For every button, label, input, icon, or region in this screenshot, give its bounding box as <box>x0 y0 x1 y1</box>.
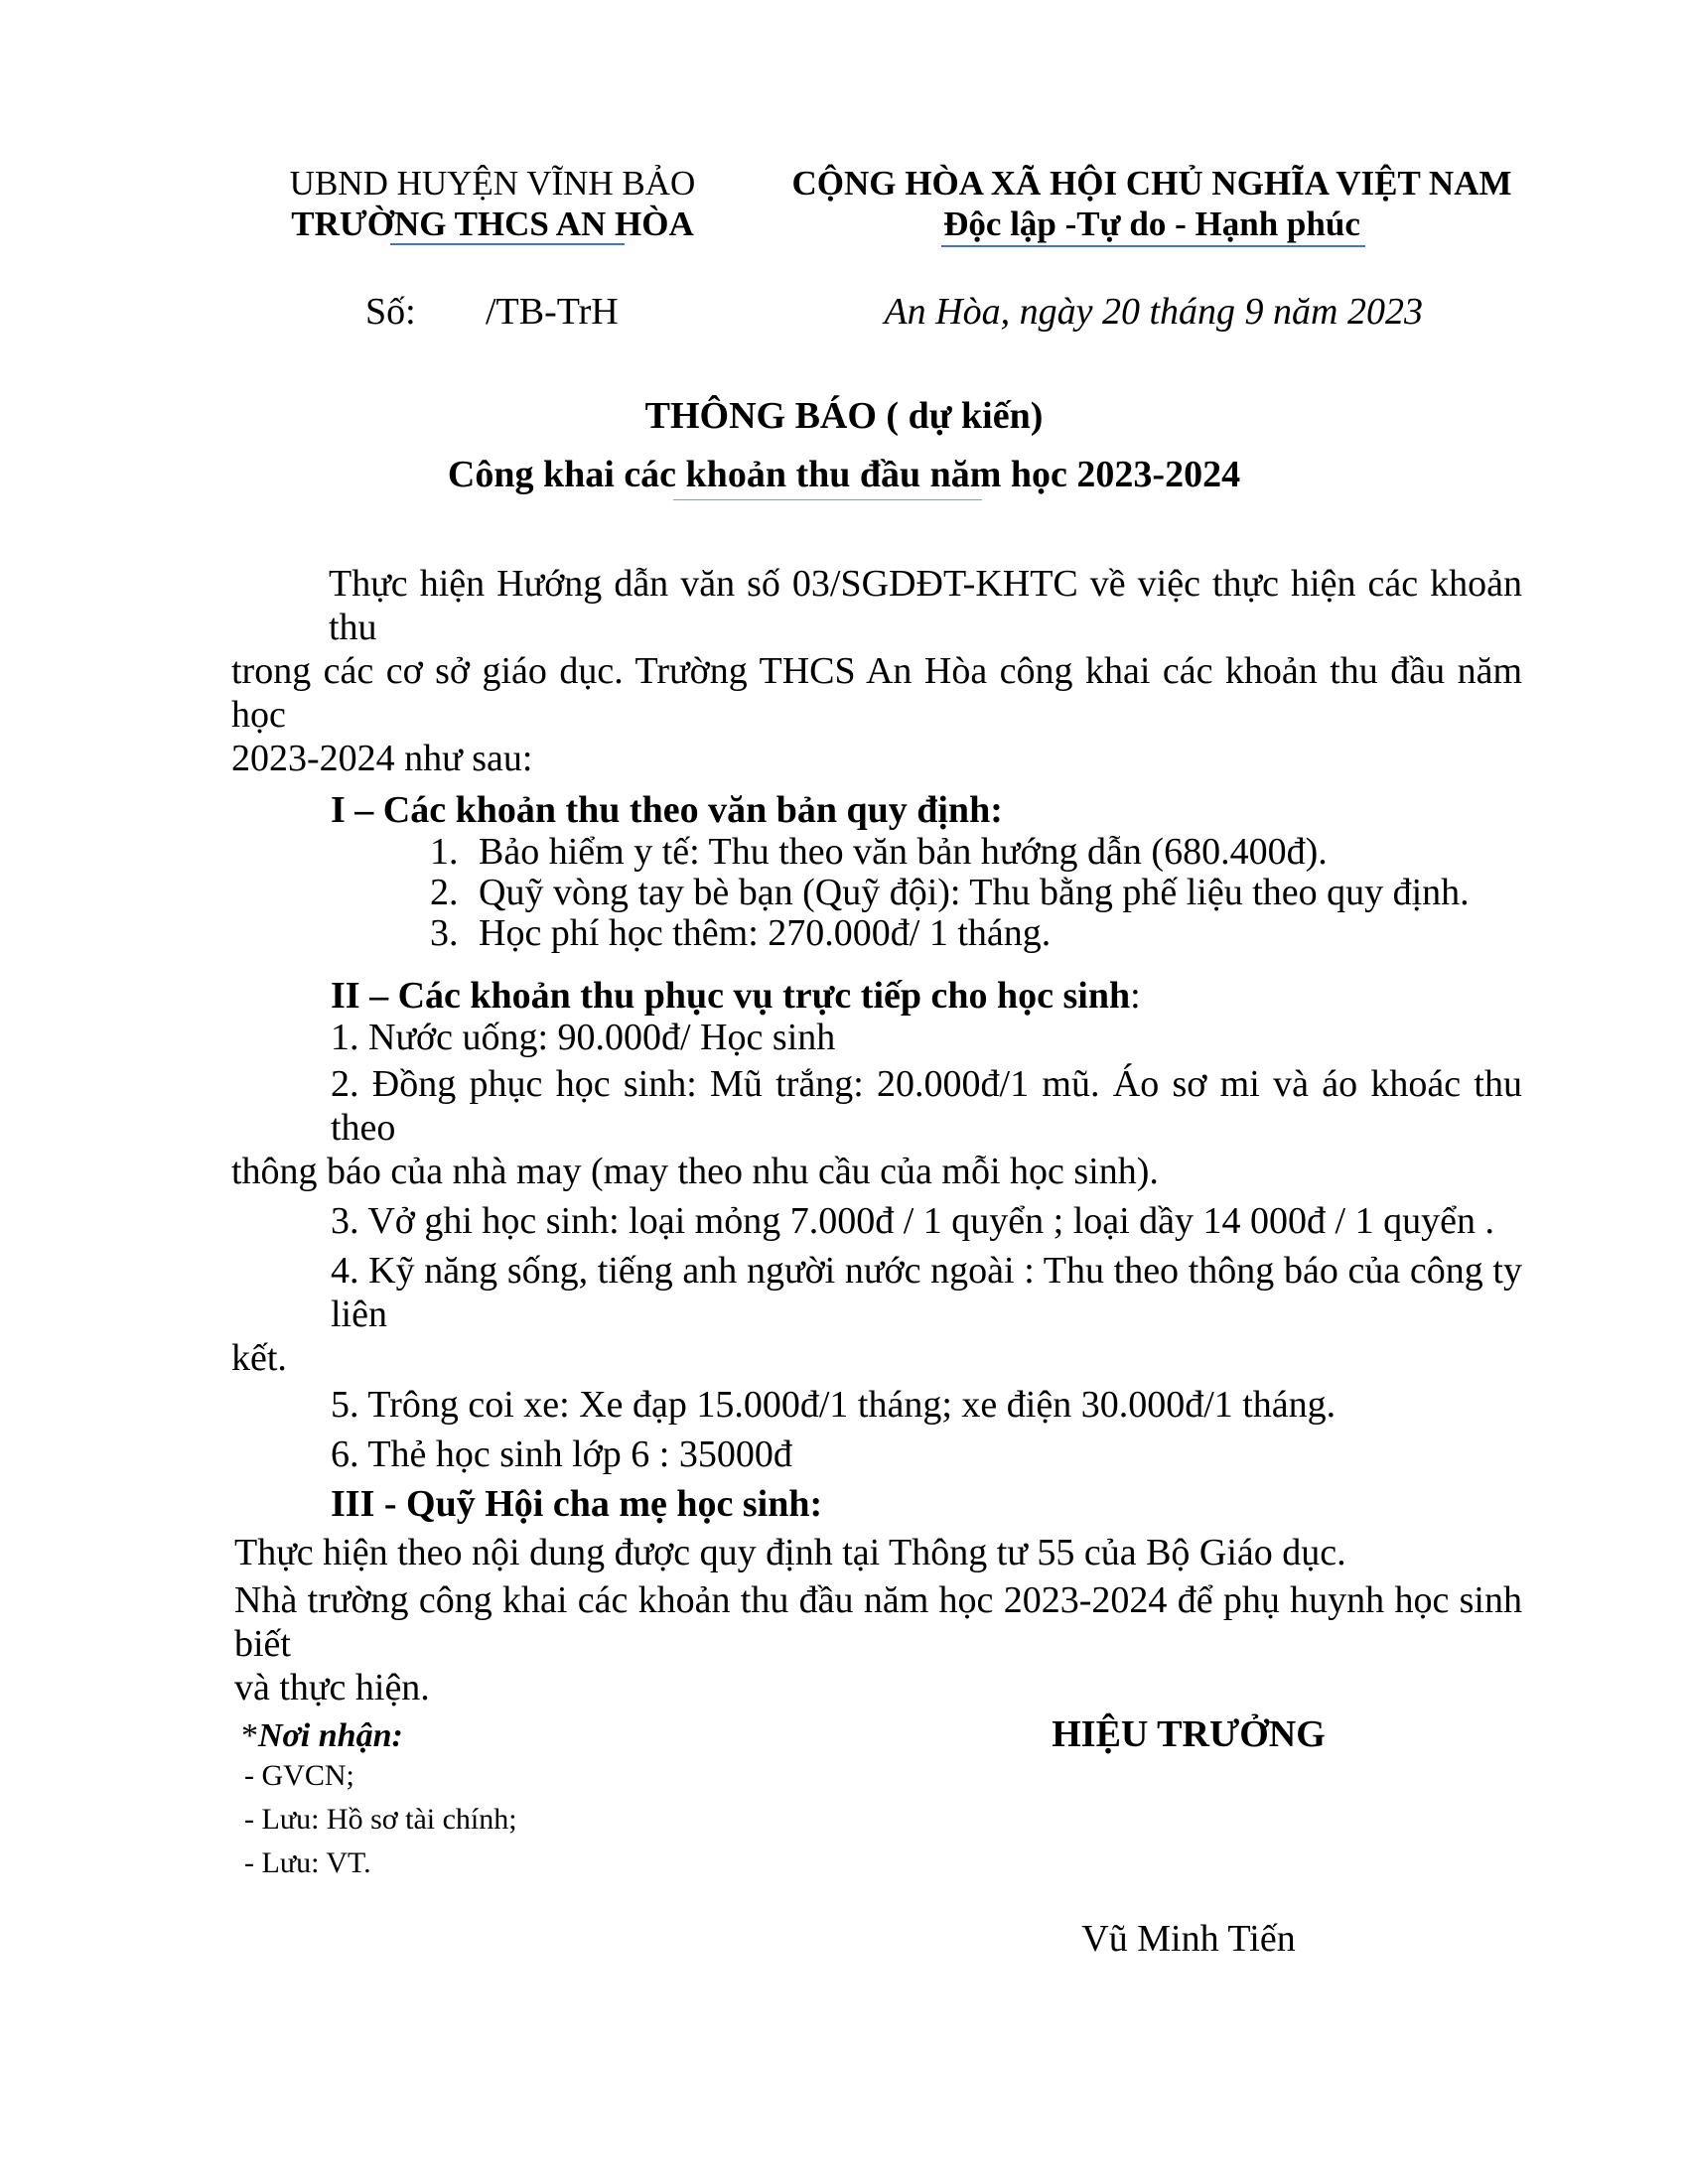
national-title: CỘNG HÒA XÃ HỘI CHỦ NGHĨA VIỆT NAM <box>791 164 1512 203</box>
list-item: 6. Thẻ học sinh lớp 6 : 35000đ <box>331 1433 792 1475</box>
section-3-text: và thực hiện. <box>234 1667 430 1708</box>
motto-underline <box>941 245 1365 247</box>
list-item-text: Học phí học thêm: 270.000đ/ 1 tháng. <box>479 912 1052 954</box>
recipient-item: - GVCN; <box>244 1759 354 1792</box>
list-item <box>231 832 1522 873</box>
intro-line: Thực hiện Hướng dẫn văn số 03/SGDĐT-KHTC về việc thực hiện các khoản thu <box>329 563 1522 648</box>
section-2-heading-wrap <box>231 974 1522 1018</box>
subtitle-underline <box>673 499 982 500</box>
list-item-continued: thông báo của nhà may (may theo nhu cầu của mỗi học sinh). <box>231 1151 1159 1192</box>
recipients-signature-row <box>231 1712 1522 1758</box>
list-item: 2. Đồng phục học sinh: Mũ trắng: 20.000đ/1 mũ. Áo sơ mi và áo khoác thu theo <box>331 1063 1522 1149</box>
intro-line: 2023-2024 như sau: <box>231 738 533 779</box>
section-1-heading: I – Các khoản thu theo văn bản quy định: <box>331 789 1003 831</box>
document-number-label: Số: <box>365 291 416 333</box>
list-item: 1. Nước uống: 90.000đ/ Học sinh <box>331 1017 836 1058</box>
document-subtitle: Công khai các khoản thu đầu năm học 2023-2024 <box>447 454 1241 495</box>
list-item-number: 2. <box>430 872 459 913</box>
section-3-text: Nhà trường công khai các khoản thu đầu năm học 2023-2024 để phụ huynh học sinh biết <box>234 1579 1522 1665</box>
list-item-text: Bảo hiểm y tế: Thu theo văn bản hướng dẫn (680.400đ). <box>479 831 1328 873</box>
list-item-continued: kết. <box>231 1337 287 1379</box>
recipient-item: - Lưu: Hồ sơ tài chính; <box>244 1803 517 1836</box>
list-item <box>231 913 1522 954</box>
recipients-label: Nơi nhận: <box>258 1717 403 1754</box>
issuer-authority: UBND HUYỆN VĨNH BẢO <box>289 164 696 203</box>
recipients-label-wrap <box>231 1717 403 1754</box>
issuer-school: TRƯỜNG THCS AN HÒA <box>291 205 694 243</box>
section-2-colon: : <box>1130 975 1141 1017</box>
section-2-heading: II – Các khoản thu phục vụ trực tiếp cho học sinh <box>331 975 1131 1017</box>
list-item-number: 3. <box>430 912 459 954</box>
recipients-star: * <box>241 1717 258 1754</box>
section-3-text: Thực hiện theo nội dung được quy định tại Thông tư 55 của Bộ Giáo dục. <box>234 1532 1346 1573</box>
list-item: 4. Kỹ năng sống, tiếng anh người nước ngoài : Thu theo thông báo của công ty liên <box>331 1250 1522 1335</box>
signature-block <box>231 1917 1522 1961</box>
section-3-heading: III - Quỹ Hội cha mẹ học sinh: <box>331 1483 823 1525</box>
signer-title: HIỆU TRƯỞNG <box>1052 1713 1326 1755</box>
list-item: 3. Vở ghi học sinh: loại mỏng 7.000đ / 1 quyển ; loại dầy 14 000đ / 1 quyển . <box>331 1200 1494 1242</box>
section-2 <box>231 974 1522 1476</box>
document-body <box>231 562 1522 1961</box>
section-1 <box>231 788 1522 954</box>
document-number-code: /TB-TrH <box>486 291 619 333</box>
intro-paragraph <box>231 562 1522 780</box>
issuer-underline <box>390 243 625 245</box>
signer-name: Vũ Minh Tiến <box>1081 1918 1296 1960</box>
list-item <box>231 873 1522 913</box>
list-item-text: Quỹ vòng tay bè bạn (Quỹ đội): Thu bằng phế liệu theo quy định. <box>479 872 1470 913</box>
national-motto: Độc lập -Tự do - Hạnh phúc <box>943 205 1360 243</box>
intro-line: trong các cơ sở giáo dục. Trường THCS An Hòa công khai các khoản thu đầu năm học <box>231 650 1522 736</box>
recipient-item: - Lưu: VT. <box>244 1846 371 1879</box>
document-date: An Hòa, ngày 20 tháng 9 năm 2023 <box>884 291 1423 333</box>
recipients-block <box>231 1758 1522 1889</box>
list-item: 5. Trông coi xe: Xe đạp 15.000đ/1 tháng; xe điện 30.000đ/1 tháng. <box>331 1384 1336 1426</box>
section-3 <box>231 1482 1522 1709</box>
list-item-number: 1. <box>430 831 459 873</box>
document-title: THÔNG BÁO ( dự kiến) <box>644 395 1044 437</box>
